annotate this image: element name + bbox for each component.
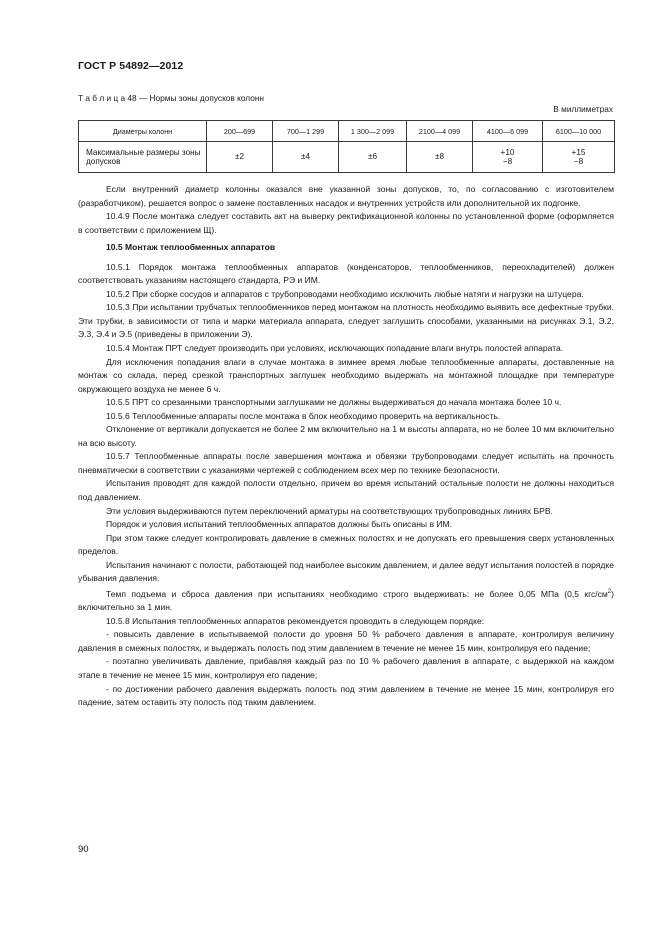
table-cell: +15 −8	[543, 142, 615, 173]
paragraph: Эти условия выдерживаются путем переключений арматуры на соответствующих трубопроводных линиях БРВ.	[106, 505, 553, 516]
page-number: 90	[78, 844, 89, 855]
table-caption: Т а б л и ц а 48 — Нормы зоны допусков колонн	[78, 93, 264, 103]
paragraph: 10.5.1 Порядок монтажа теплообменных аппаратов (конденсаторов, теплообменников, переохладителей) должен соответствовать указаниям настоящего стандарта, РЭ и ИМ.	[78, 261, 614, 286]
table-cell: +10 −8	[473, 142, 543, 173]
table-header-cell: Диаметры колонн	[79, 121, 207, 142]
paragraph: 10.5.6 Теплообменные аппараты после монтажа в блок необходимо проверить на вертикальность.	[106, 410, 501, 421]
table-row	[79, 142, 615, 173]
table-row-label: Максимальные размеры зоны допусков	[79, 142, 207, 173]
paragraph: Если внутренний диаметр колонны оказался вне указанной зоны допусков, то, по согласованию с изготовителем (разработчиком), решается вопрос о замене поставленных насадок и внутренних устройств или дополнительной их подгонке.	[78, 184, 614, 208]
table-header-cell: 6100—10 000	[543, 121, 615, 142]
table-cell: ±2	[207, 142, 273, 173]
table-header-row	[79, 121, 615, 142]
paragraph: Испытания начинают с полости, работающей под наиболее высоким давлением, и далее ведут испытания полостей в порядке убывания давления.	[78, 559, 614, 584]
table-header-cell: 4100—6 099	[473, 121, 543, 142]
paragraph: 10.5.7 Теплообменные аппараты после завершения монтажа и обвязки трубопроводами следует испытать на прочность пневматически в соответствии с указаниями чертежей с соблюдением всех мер по технике безопасности.	[78, 451, 614, 475]
list-item: - по достижении рабочего давления выдержать полость под этим давлением в течение не менее 15 мин, контролируя его падение, затем оставить эту полость под таким давлением.	[78, 683, 614, 708]
paragraph: 10.4.9 После монтажа следует составить акт на выверку ректификационной колонны по установленной форме (оформляется в соответствии с приложением Щ).	[78, 211, 614, 235]
table-header-cell: 200—699	[207, 121, 273, 142]
body-text	[78, 183, 614, 710]
table-cell: ±4	[273, 142, 339, 173]
table-header-cell: 1 300—2 099	[339, 121, 407, 142]
paragraph: Для исключения попадания влаги в случае монтажа в зимнее время любые теплообменные аппараты, доставленные на монтаж со склада, перед срезкой транспортных заглушек необходимо выдержать на монтажной площадке при температуре окружающего воздуха не менее 6 ч.	[78, 356, 614, 394]
paragraph: Отклонение от вертикали допускается не более 2 мм включительно на 1 м высоты аппарата, но не более 10 мм включительно на всю высоту.	[78, 424, 614, 448]
section-heading: 10.5 Монтаж теплообменных аппаратов	[106, 242, 276, 253]
paragraph: 10.5.5 ПРТ со срезанными транспортными заглушками не должны выдерживаться до начала монтажа более 10 ч.	[106, 397, 562, 408]
paragraph: 10.5.8 Испытания теплообменных аппаратов рекомендуется проводить в следующем порядке:	[106, 615, 485, 626]
list-item: - поэтапно увеличивать давление, прибавляя каждый раз по 10 % рабочего давления в аппарате, с выдержкой на каждом этапе в течение не менее 15 мин, контролируя его падение;	[78, 656, 614, 680]
paragraph: Темп подъема и сброса давления при испытаниях необходимо строго выдерживать: не более 0,05 МПа (0,5 кгс/$см^2$) включительно за 1 мин.	[78, 588, 614, 613]
table-cell: ±8	[407, 142, 473, 173]
table-units: В миллиметрах	[553, 104, 613, 114]
paragraph: Порядок и условия испытаний теплообменных аппаратов должны быть описаны в ИМ.	[106, 519, 452, 530]
paragraph: 10.5.4 Монтаж ПРТ следует производить при условиях, исключающих попадание влаги внутрь полостей аппарата.	[106, 343, 564, 354]
table-cell: ±6	[339, 142, 407, 173]
paragraph: 10.5.3 При испытании трубчатых теплообменников перед монтажом на плотность необходимо выявить все дефектные трубки. Эти трубки, в зависимости от типа и марки материала аппарата, следует заглушить способами, указанными на рисунках Э.1, Э.2, Э.3, Э.4 и Э.5 (приведены в приложении Э).	[78, 302, 614, 340]
paragraph: 10.5.2 При сборке сосудов и аппаратов с трубопроводами необходимо исключить любые натяги и нагрузки на штуцера.	[106, 288, 584, 299]
paragraph: При этом также следует контролировать давление в смежных полостях и не допускать его превышения сверх установленных пределов.	[78, 532, 614, 557]
table-header-cell: 700—1 299	[273, 121, 339, 142]
document-code: ГОСТ Р 54892—2012	[78, 60, 184, 72]
table-header-cell: 2100—4 099	[407, 121, 473, 142]
list-item: - повысить давление в испытываемой полости до уровня 50 % рабочего давления в аппарате, контролируя величину давления в смежных полостях, и выдержать полость под этим давлением в течение не менее 15 мин, контролируя его падение;	[78, 629, 614, 653]
tolerance-table	[78, 120, 615, 173]
paragraph: Испытания проводят для каждой полости отдельно, причем во время испытаний остальные полости не должны находиться под давлением.	[78, 478, 614, 503]
